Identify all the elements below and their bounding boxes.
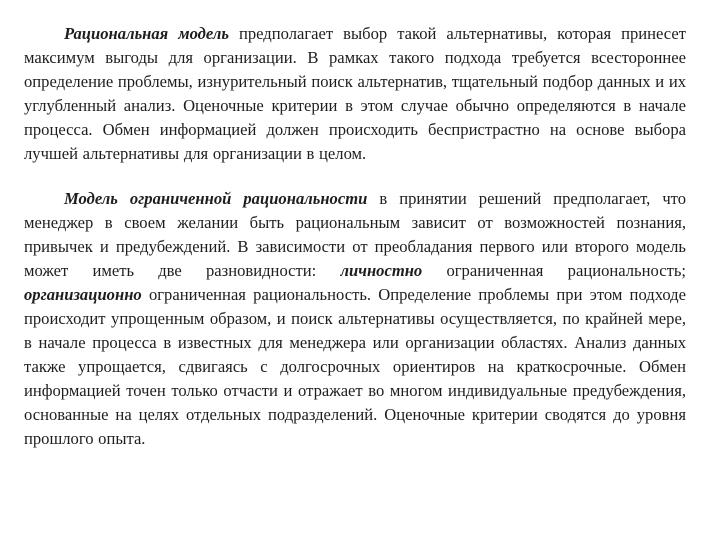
paragraph-text: ограниченная рациональность; [422,261,687,280]
paragraph-rational-model [24,22,686,166]
term-rational-model: Рациональная модель [64,24,229,43]
term-bounded-rationality: Модель ограниченной рациональности [64,189,368,208]
paragraph-text: в принятии решений предполагает, что менеджер в своем желании быть рациональным зависит от возможностей познания, привычек и предубеждений. В зависимости от преобладания первого или второго модель может иметь две разновидности: [24,189,686,280]
paragraph-bounded-rationality [24,187,686,451]
term-personal: личностно [340,261,423,280]
term-organizational: организационно [24,285,142,304]
paragraph-text: ограниченная рациональность. Определение проблемы при этом подходе происходит упрощенным образом, и поиск альтернативы осуществляется, по крайней мере, в начале процесса в известных для менеджера или организации областях. Анализ данных также упрощается, сдвигаясь с долгосрочных ориентиров на краткосрочные. Обмен информацией точен только отчасти и отражает во многом индивидуальные предубеждения, основанные на целях отдельных подразделений. Оценочные критерии сводятся до уровня прошлого опыта. [24,285,686,448]
paragraph-text: предполагает выбор такой альтернативы, которая принесет максимум выгоды для организации. В рамках такого подхода требуется всестороннее определение проблемы, изнурительный поиск альтернатив, тщательный подбор данных и их углубленный анализ. Оценочные критерии в этом случае обычно определяются в начале процесса. Обмен информацией должен происходить беспристрастно на основе выбора лучшей альтернативы для организации в целом. [24,24,686,163]
